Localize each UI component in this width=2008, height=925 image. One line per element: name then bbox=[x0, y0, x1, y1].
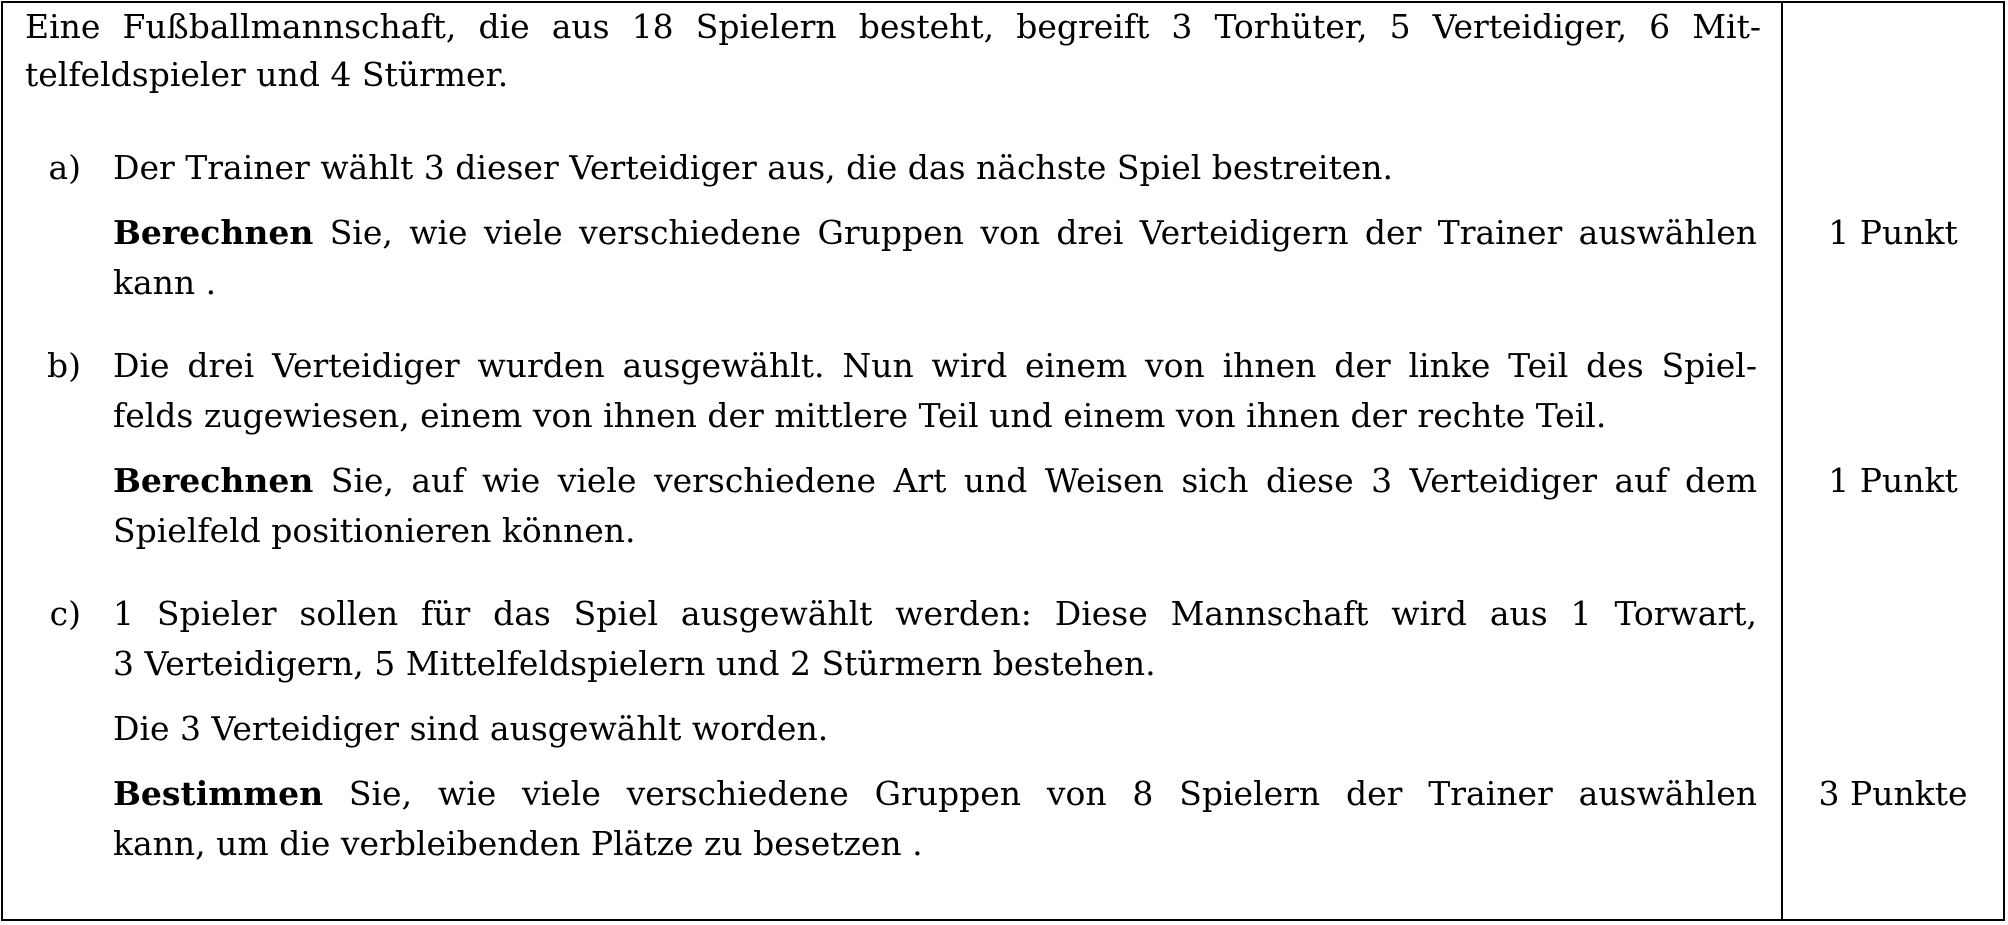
task-c-label: c) bbox=[49, 594, 81, 633]
task-a-instruction-verb: Berechnen bbox=[113, 213, 314, 252]
task-b-label: b) bbox=[47, 346, 81, 385]
task-c-instruction-rest: Sie, wie viele verschiedene Gruppen von 8 Spielern der Trainer auswählen bbox=[323, 774, 1757, 813]
task-c-instruction-line-1 bbox=[113, 774, 1757, 814]
points-column bbox=[1783, 3, 2003, 919]
task-b-text-line-1: Die drei Verteidiger wurden ausgewählt. Nun wird einem von ihnen der linke Teil des Spiel- bbox=[113, 346, 1757, 385]
task-c-text-line-2: 3 Verteidigern, 5 Mittelfeldspielern und 2 Stürmern bestehen. bbox=[113, 644, 1156, 683]
task-c-instruction-verb: Bestimmen bbox=[113, 774, 324, 813]
intro-line-2: telfeldspieler und 4 Stürmer. bbox=[25, 55, 509, 94]
task-a-label: a) bbox=[48, 148, 81, 187]
task-b-instruction-line-2: Spielfeld positionieren können. bbox=[113, 511, 636, 550]
task-c-instruction-line-2: kann, um die verbleibenden Plätze zu besetzen . bbox=[113, 824, 923, 863]
task-b-instruction-rest: Sie, auf wie viele verschiedene Art und Weisen sich diese 3 Verteidiger auf dem bbox=[313, 461, 1757, 500]
task-b-instruction-verb: Berechnen bbox=[113, 461, 314, 500]
task-c-points: 3 Punkte bbox=[1818, 774, 1968, 813]
task-a-instruction-line-2: kann . bbox=[113, 263, 217, 302]
task-a-instruction-rest: Sie, wie viele verschiedene Gruppen von drei Verteidigern der Trainer auswählen bbox=[313, 213, 1757, 252]
exercise-text-column bbox=[3, 3, 1781, 919]
exercise-table bbox=[1, 1, 2005, 921]
task-a-text-line-1: Der Trainer wählt 3 dieser Verteidiger aus, die das nächste Spiel bestreiten. bbox=[113, 148, 1394, 187]
task-c-extra-line: Die 3 Verteidiger sind ausgewählt worden. bbox=[113, 709, 829, 748]
intro-line-1: Eine Fußballmannschaft, die aus 18 Spielern besteht, begreift 3 Torhüter, 5 Verteidiger, 6 Mit- bbox=[25, 7, 1761, 46]
task-a-points: 1 Punkt bbox=[1828, 213, 1958, 252]
task-b-text-line-2: felds zugewiesen, einem von ihnen der mittlere Teil und einem von ihnen der rechte Teil. bbox=[113, 396, 1607, 435]
task-b-points: 1 Punkt bbox=[1828, 461, 1958, 500]
task-b-instruction-line-1 bbox=[113, 461, 1757, 501]
task-a-instruction-line-1 bbox=[113, 213, 1757, 253]
task-c-text-line-1: 1 Spieler sollen für das Spiel ausgewählt werden: Diese Mannschaft wird aus 1 Torwart, bbox=[113, 594, 1757, 633]
